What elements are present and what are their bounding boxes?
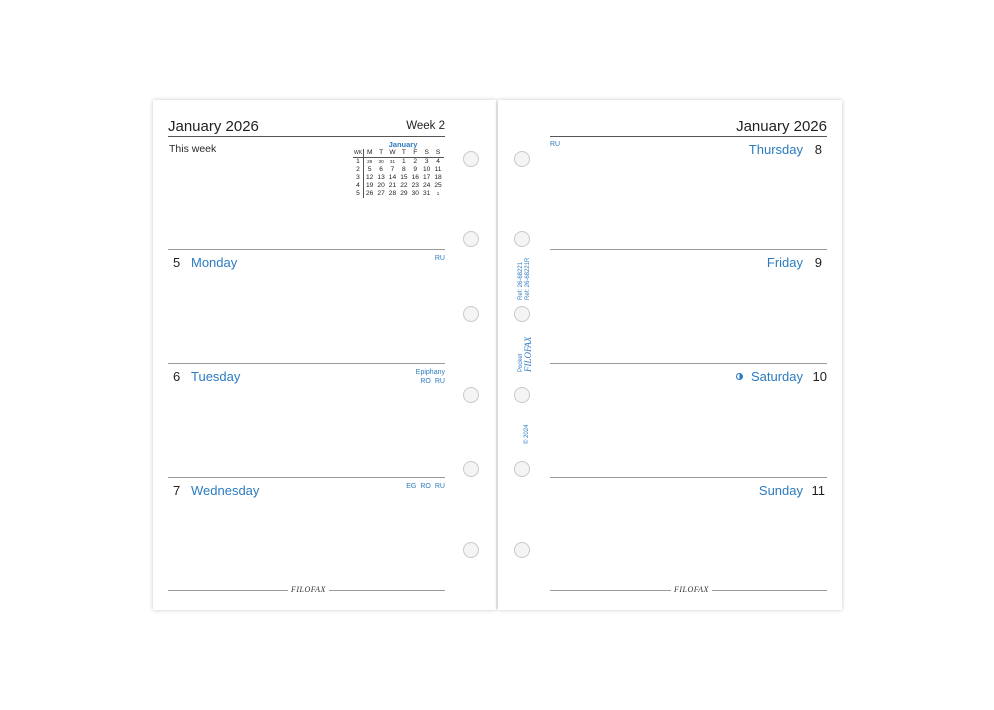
day-number: 7 <box>173 483 181 498</box>
mini-calendar-day: 29 <box>367 159 373 164</box>
day-number: 5 <box>173 255 181 270</box>
day-divider <box>168 249 445 250</box>
mini-calendar-day: 23 <box>411 182 419 189</box>
mini-calendar-header: S <box>421 149 432 158</box>
mini-calendar-day: 16 <box>411 174 419 181</box>
right-diary-page <box>498 100 842 610</box>
day-entry-friday[interactable] <box>550 255 827 275</box>
day-number: 9 <box>814 255 822 270</box>
mini-calendar-day: 13 <box>377 174 385 181</box>
spine-size-brand <box>518 337 531 372</box>
mini-calendar-day: 5 <box>367 166 372 173</box>
binder-hole <box>463 387 479 403</box>
mini-calendar-week-row <box>353 182 444 190</box>
day-entry-tuesday[interactable] <box>168 369 445 389</box>
holiday-code: RU <box>434 255 445 262</box>
binder-hole <box>514 306 530 322</box>
mini-calendar-day: 10 <box>422 166 431 173</box>
mini-calendar-day: 27 <box>377 190 385 197</box>
left-diary-page <box>153 100 496 610</box>
moon-phase-icon <box>736 373 743 380</box>
day-entry-sunday[interactable] <box>550 483 827 503</box>
mini-calendar-day: 19 <box>366 182 374 189</box>
day-name-with-moon <box>736 369 803 384</box>
day-divider <box>550 477 827 478</box>
week-label: Week 2 <box>406 120 445 132</box>
day-number: 8 <box>814 142 822 157</box>
day-entry-wednesday[interactable] <box>168 483 445 503</box>
mini-calendar-day: 11 <box>434 166 442 173</box>
mini-calendar-day: 29 <box>400 190 408 197</box>
mini-calendar-day: 22 <box>400 182 408 189</box>
mini-calendar-header: T <box>375 149 386 158</box>
mini-calendar-week-number: 5 <box>353 190 364 198</box>
mini-calendar-day: 15 <box>400 174 408 181</box>
mini-calendar-day: 24 <box>422 182 431 189</box>
mini-calendar-day: 12 <box>366 174 374 181</box>
spine-ref-line: Ref: 26-68221R <box>524 257 531 300</box>
mini-calendar-day: 9 <box>413 166 418 173</box>
binder-hole <box>463 542 479 558</box>
day-name: Wednesday <box>191 483 260 498</box>
day-divider <box>168 477 445 478</box>
page-title: January 2026 <box>736 118 827 135</box>
binder-hole <box>463 151 479 167</box>
day-entry-thursday[interactable] <box>550 142 827 162</box>
day-entry-monday[interactable] <box>168 255 445 275</box>
mini-calendar-week-row <box>353 190 444 198</box>
mini-calendar-day: 1 <box>436 191 440 196</box>
mini-calendar-day: 8 <box>402 166 406 173</box>
holiday-code: EG <box>406 483 417 490</box>
holiday-codes <box>416 369 445 386</box>
mini-calendar-day: 2 <box>413 158 418 165</box>
day-name: Monday <box>191 255 238 270</box>
day-divider <box>550 363 827 364</box>
spine-ref-line: Ref: 26-68221 <box>518 261 524 300</box>
page-title: January 2026 <box>168 118 259 135</box>
holiday-code: RO <box>420 377 431 385</box>
mini-calendar-day: 1 <box>402 158 406 165</box>
day-name: Saturday <box>750 369 803 384</box>
spine-logo: FILOFAX <box>522 336 533 372</box>
day-divider <box>550 249 827 250</box>
header-rule <box>550 136 827 137</box>
day-number: 6 <box>173 369 181 384</box>
mini-calendar-day: 31 <box>389 159 396 164</box>
mini-calendar-week-number: 2 <box>353 166 364 174</box>
binder-hole <box>514 151 530 167</box>
mini-calendar-day: 20 <box>377 182 385 189</box>
mini-calendar-day: 17 <box>422 174 431 181</box>
mini-calendar-header: F <box>410 149 421 158</box>
mini-calendar-day: 21 <box>388 182 397 189</box>
mini-calendar-header: M <box>364 149 376 158</box>
mini-calendar-week-number: 3 <box>353 174 364 182</box>
mini-calendar <box>353 140 445 198</box>
mini-calendar-header: W <box>387 149 398 158</box>
mini-calendar-header: S <box>432 149 443 158</box>
mini-calendar-day: 28 <box>388 190 397 197</box>
binder-hole <box>514 542 530 558</box>
day-number: 10 <box>812 369 827 384</box>
footer-logo: FILOFAX <box>671 585 712 594</box>
mini-calendar-day: 3 <box>424 158 429 165</box>
mini-calendar-week-row <box>353 174 444 182</box>
day-number: 11 <box>811 483 825 498</box>
spine-size: Pocket <box>518 353 524 372</box>
binder-hole <box>514 387 530 403</box>
this-week-label: This week <box>169 143 217 155</box>
footer-logo: FILOFAX <box>288 585 329 594</box>
holiday-code: RU <box>434 483 445 490</box>
holiday-codes <box>402 483 445 492</box>
mini-calendar-day: 4 <box>436 158 440 165</box>
mini-calendar-week-row <box>353 158 444 167</box>
header-rule <box>168 136 445 137</box>
binder-hole <box>514 231 530 247</box>
mini-calendar-day: 30 <box>378 159 384 164</box>
holiday-code: RO <box>420 483 431 490</box>
day-divider <box>168 363 445 364</box>
holiday-name: Epiphany <box>415 369 445 376</box>
mini-calendar-header-row <box>353 149 444 158</box>
mini-calendar-week-number: 1 <box>353 158 364 167</box>
binder-hole <box>514 461 530 477</box>
day-name: Friday <box>766 255 803 270</box>
mini-calendar-month: January <box>388 140 418 149</box>
mini-calendar-header: T <box>398 149 409 158</box>
mini-calendar-grid <box>353 149 444 198</box>
mini-calendar-day: 31 <box>422 190 431 197</box>
day-name: Sunday <box>758 483 803 498</box>
mini-calendar-day: 6 <box>379 166 383 173</box>
mini-calendar-day: 26 <box>366 190 374 197</box>
binder-hole <box>463 231 479 247</box>
mini-calendar-week-row <box>353 166 444 174</box>
mini-calendar-day: 18 <box>434 174 442 181</box>
mini-calendar-header: WK <box>353 150 363 156</box>
mini-calendar-week-number: 4 <box>353 182 364 190</box>
day-entry-saturday[interactable] <box>550 369 827 389</box>
spine-reference <box>518 258 531 300</box>
binder-hole <box>463 461 479 477</box>
mini-calendar-day: 14 <box>388 174 397 181</box>
mini-calendar-day: 30 <box>411 190 419 197</box>
spine-copyright: © 2024 <box>524 424 530 444</box>
holiday-code: RU <box>550 141 561 148</box>
day-name: Thursday <box>748 142 803 157</box>
holiday-codes <box>431 255 445 264</box>
mini-calendar-day: 7 <box>390 166 395 173</box>
holiday-code: RU <box>434 377 445 385</box>
day-name: Tuesday <box>191 369 241 384</box>
binder-hole <box>463 306 479 322</box>
mini-calendar-day: 25 <box>434 182 442 189</box>
